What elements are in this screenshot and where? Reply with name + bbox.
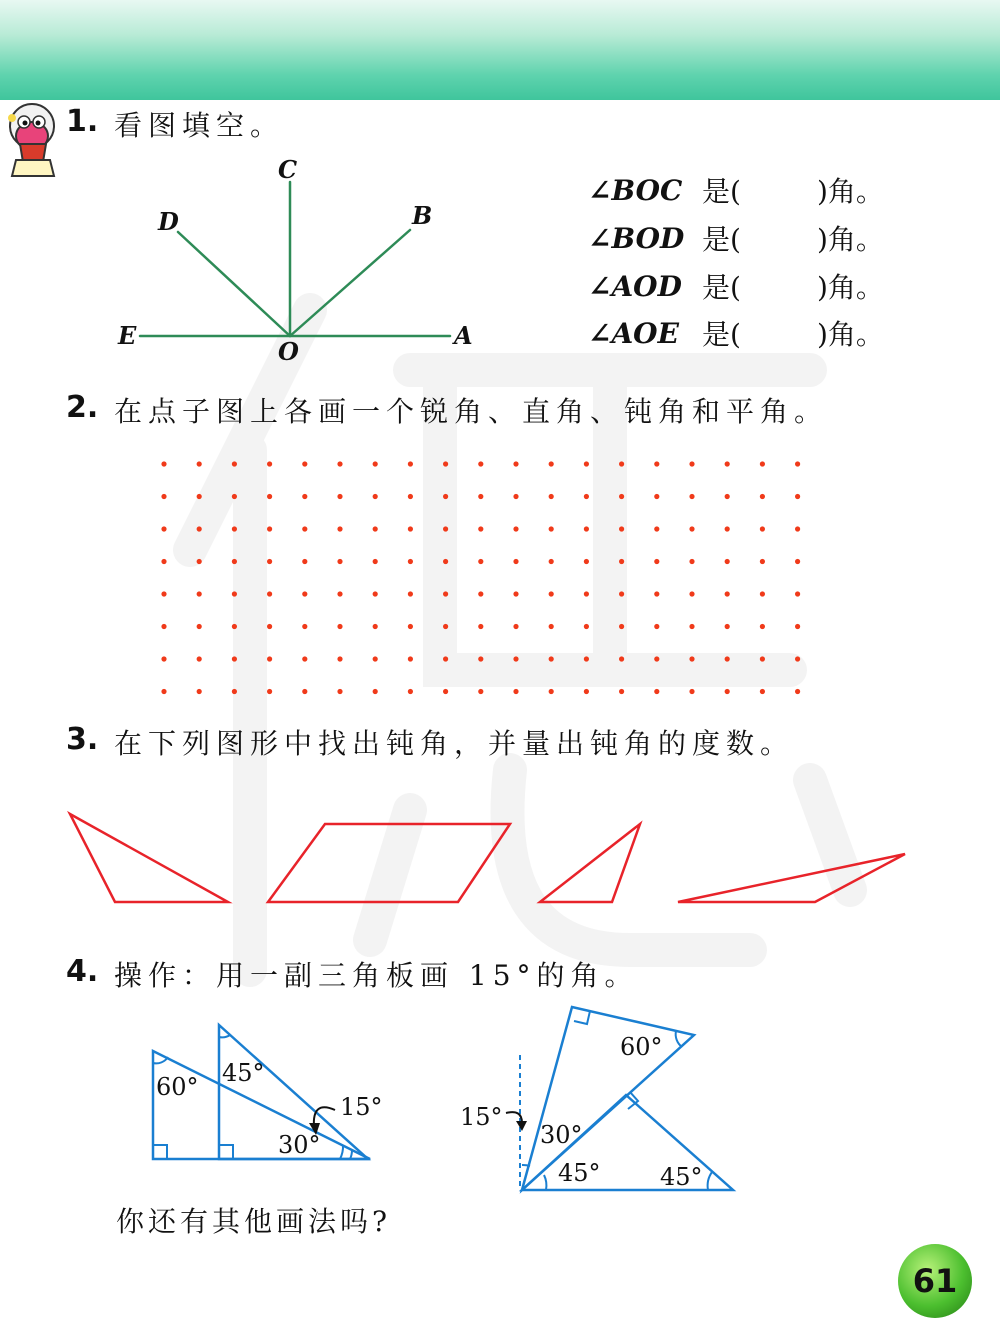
grid-dot[interactable]: [302, 494, 307, 499]
grid-dot[interactable]: [267, 526, 272, 531]
q1-item-3-tail: 是(: [702, 271, 741, 304]
grid-dot[interactable]: [584, 526, 589, 531]
grid-dot[interactable]: [584, 689, 589, 694]
grid-dot[interactable]: [584, 656, 589, 661]
grid-dot[interactable]: [302, 689, 307, 694]
grid-dot[interactable]: [478, 624, 483, 629]
grid-dot[interactable]: [302, 526, 307, 531]
grid-dot[interactable]: [478, 689, 483, 694]
grid-dot[interactable]: [689, 591, 694, 596]
grid-dot[interactable]: [654, 591, 659, 596]
q1-item-2-angle: ∠BOD: [588, 221, 685, 255]
grid-dot[interactable]: [408, 526, 413, 531]
q1-angle-diagram: [100, 150, 500, 370]
right-label-15: 15°: [460, 1103, 503, 1131]
grid-dot[interactable]: [619, 526, 624, 531]
q1-item-3-end: )角。: [816, 271, 884, 304]
q1-number: 1.: [66, 104, 99, 139]
grid-dot[interactable]: [513, 689, 518, 694]
grid-dot[interactable]: [513, 559, 518, 564]
grid-dot[interactable]: [654, 656, 659, 661]
grid-dot[interactable]: [443, 656, 448, 661]
grid-dot[interactable]: [619, 689, 624, 694]
grid-dot[interactable]: [232, 461, 237, 466]
grid-dot[interactable]: [513, 624, 518, 629]
grid-dot[interactable]: [478, 656, 483, 661]
q4-followup-question: 你还有其他画法吗?: [116, 1205, 392, 1238]
q1-item-1-tail: 是(: [702, 175, 741, 208]
grid-dot[interactable]: [408, 591, 413, 596]
grid-dot[interactable]: [689, 559, 694, 564]
grid-dot[interactable]: [443, 559, 448, 564]
q2-number: 2.: [66, 390, 99, 425]
grid-dot[interactable]: [654, 689, 659, 694]
grid-dot[interactable]: [197, 624, 202, 629]
grid-dot[interactable]: [795, 656, 800, 661]
grid-dot[interactable]: [689, 689, 694, 694]
left-label-60: 60°: [156, 1073, 199, 1101]
obtuse-triangle-2: [540, 824, 640, 902]
header-band: [0, 0, 1000, 100]
grid-dot[interactable]: [373, 624, 378, 629]
label-d: D: [158, 207, 179, 236]
grid-dot[interactable]: [197, 559, 202, 564]
grid-dot[interactable]: [232, 494, 237, 499]
grid-dot[interactable]: [373, 591, 378, 596]
grid-dot[interactable]: [408, 656, 413, 661]
grid-dot[interactable]: [760, 461, 765, 466]
grid-dot[interactable]: [478, 461, 483, 466]
grid-dot[interactable]: [408, 461, 413, 466]
grid-dot[interactable]: [795, 461, 800, 466]
parallelogram: [268, 824, 510, 902]
grid-dot[interactable]: [408, 494, 413, 499]
q1-instruction: 看图填空。: [114, 109, 285, 142]
grid-dot[interactable]: [443, 526, 448, 531]
grid-dot[interactable]: [689, 494, 694, 499]
grid-dot[interactable]: [408, 689, 413, 694]
grid-dot[interactable]: [584, 591, 589, 596]
grid-dot[interactable]: [760, 591, 765, 596]
grid-dot[interactable]: [337, 461, 342, 466]
q1-item-4: [588, 313, 884, 353]
grid-dot[interactable]: [337, 624, 342, 629]
grid-dot[interactable]: [302, 624, 307, 629]
grid-dot[interactable]: [549, 461, 554, 466]
grid-dot[interactable]: [232, 526, 237, 531]
grid-dot[interactable]: [337, 559, 342, 564]
grid-dot[interactable]: [161, 656, 166, 661]
q4-left-diagram: [140, 1015, 400, 1170]
grid-dot[interactable]: [408, 624, 413, 629]
q1-item-1-angle: ∠BOC: [588, 173, 683, 207]
grid-dot[interactable]: [161, 591, 166, 596]
grid-dot[interactable]: [267, 656, 272, 661]
grid-dot[interactable]: [689, 656, 694, 661]
grid-dot[interactable]: [478, 526, 483, 531]
grid-dot[interactable]: [795, 689, 800, 694]
grid-dot[interactable]: [443, 461, 448, 466]
grid-dot[interactable]: [478, 591, 483, 596]
q1-item-4-end: )角。: [816, 318, 884, 351]
dot-grid[interactable]: [150, 450, 820, 700]
left-label-45: 45°: [222, 1059, 265, 1087]
grid-dot[interactable]: [584, 494, 589, 499]
grid-dot[interactable]: [549, 656, 554, 661]
ray-ob: [290, 230, 410, 336]
label-b: B: [412, 201, 433, 230]
grid-dot[interactable]: [654, 559, 659, 564]
q1-item-2-tail: 是(: [702, 223, 741, 256]
grid-dot[interactable]: [161, 461, 166, 466]
grid-dot[interactable]: [161, 526, 166, 531]
q1-item-2: [588, 218, 884, 258]
q1-item-1-end: )角。: [816, 175, 884, 208]
right-label-45-right: 45°: [660, 1163, 703, 1191]
left-label-30: 30°: [278, 1131, 321, 1159]
q4-right-diagram: [450, 995, 750, 1195]
grid-dot[interactable]: [267, 591, 272, 596]
grid-dot[interactable]: [337, 591, 342, 596]
grid-dot[interactable]: [197, 526, 202, 531]
left-label-15: 15°: [340, 1093, 383, 1121]
grid-dot[interactable]: [302, 656, 307, 661]
grid-dot[interactable]: [619, 624, 624, 629]
right-label-30: 30°: [540, 1121, 583, 1149]
q1-item-4-angle: ∠AOE: [588, 316, 679, 350]
grid-dot[interactable]: [795, 494, 800, 499]
grid-dot[interactable]: [267, 494, 272, 499]
q1-item-3: [588, 266, 884, 306]
grid-dot[interactable]: [513, 526, 518, 531]
grid-dot[interactable]: [654, 624, 659, 629]
grid-dot[interactable]: [232, 689, 237, 694]
grid-dot[interactable]: [232, 656, 237, 661]
grid-dot[interactable]: [760, 494, 765, 499]
grid-dot[interactable]: [689, 526, 694, 531]
grid-dot[interactable]: [267, 689, 272, 694]
grid-dot[interactable]: [619, 494, 624, 499]
grid-dot[interactable]: [549, 494, 554, 499]
q1-item-2-end: )角。: [816, 223, 884, 256]
q3-shapes: [60, 800, 920, 920]
mascot-icon: [2, 98, 64, 184]
grid-dot[interactable]: [161, 559, 166, 564]
q1-item-1: [588, 170, 884, 210]
grid-dot[interactable]: [584, 624, 589, 629]
grid-dot[interactable]: [478, 559, 483, 564]
page-number: 61: [898, 1244, 972, 1318]
grid-dot[interactable]: [513, 656, 518, 661]
grid-dot[interactable]: [760, 656, 765, 661]
grid-dot[interactable]: [725, 624, 730, 629]
grid-dot[interactable]: [689, 624, 694, 629]
grid-dot[interactable]: [232, 559, 237, 564]
grid-dot[interactable]: [725, 591, 730, 596]
grid-dot[interactable]: [549, 624, 554, 629]
grid-dot[interactable]: [443, 591, 448, 596]
q2-instruction: 在点子图上各画一个锐角、直角、钝角和平角。: [114, 395, 829, 428]
grid-dot[interactable]: [513, 494, 518, 499]
grid-dot[interactable]: [232, 624, 237, 629]
label-o: O: [278, 337, 299, 366]
grid-dot[interactable]: [619, 656, 624, 661]
grid-dot[interactable]: [267, 624, 272, 629]
right-label-45-left: 45°: [558, 1159, 601, 1187]
q1-item-4-tail: 是(: [702, 318, 741, 351]
grid-dot[interactable]: [443, 624, 448, 629]
grid-dot[interactable]: [302, 461, 307, 466]
grid-dot[interactable]: [795, 526, 800, 531]
label-c: C: [278, 155, 298, 184]
grid-dot[interactable]: [549, 526, 554, 531]
grid-dot[interactable]: [619, 461, 624, 466]
grid-dot[interactable]: [373, 559, 378, 564]
grid-dot[interactable]: [795, 559, 800, 564]
grid-dot[interactable]: [654, 461, 659, 466]
label-e: E: [118, 321, 137, 350]
grid-dot[interactable]: [654, 494, 659, 499]
grid-dot[interactable]: [197, 494, 202, 499]
grid-dot[interactable]: [619, 591, 624, 596]
grid-dot[interactable]: [373, 494, 378, 499]
q4-number: 4.: [66, 954, 99, 989]
grid-dot[interactable]: [197, 656, 202, 661]
grid-dot[interactable]: [161, 624, 166, 629]
label-a: A: [454, 321, 473, 350]
grid-dot[interactable]: [584, 461, 589, 466]
grid-dot[interactable]: [337, 656, 342, 661]
grid-dot[interactable]: [513, 461, 518, 466]
grid-dot[interactable]: [619, 559, 624, 564]
right-label-60: 60°: [620, 1033, 663, 1061]
grid-dot[interactable]: [232, 591, 237, 596]
grid-dot[interactable]: [443, 689, 448, 694]
grid-dot[interactable]: [725, 494, 730, 499]
grid-dot[interactable]: [408, 559, 413, 564]
grid-dot[interactable]: [795, 591, 800, 596]
obtuse-triangle-3: [678, 854, 905, 902]
q1-item-3-angle: ∠AOD: [588, 269, 682, 303]
grid-dot[interactable]: [337, 689, 342, 694]
grid-dot[interactable]: [584, 559, 589, 564]
grid-dot[interactable]: [795, 624, 800, 629]
grid-dot[interactable]: [725, 656, 730, 661]
grid-dot[interactable]: [197, 689, 202, 694]
grid-dot[interactable]: [760, 559, 765, 564]
grid-dot[interactable]: [513, 591, 518, 596]
grid-dot[interactable]: [725, 559, 730, 564]
grid-dot[interactable]: [373, 526, 378, 531]
grid-dot[interactable]: [443, 494, 448, 499]
grid-dot[interactable]: [337, 494, 342, 499]
grid-dot[interactable]: [337, 526, 342, 531]
grid-dot[interactable]: [549, 559, 554, 564]
grid-dot[interactable]: [760, 689, 765, 694]
grid-dot[interactable]: [689, 461, 694, 466]
grid-dot[interactable]: [302, 559, 307, 564]
grid-dot[interactable]: [267, 559, 272, 564]
grid-dot[interactable]: [760, 624, 765, 629]
grid-dot[interactable]: [197, 591, 202, 596]
grid-dot[interactable]: [302, 591, 307, 596]
grid-dot[interactable]: [373, 656, 378, 661]
ray-od: [178, 232, 290, 336]
grid-dot[interactable]: [549, 689, 554, 694]
q3-number: 3.: [66, 722, 99, 757]
grid-dot[interactable]: [549, 591, 554, 596]
obtuse-triangle-1: [70, 814, 228, 902]
grid-dot[interactable]: [373, 461, 378, 466]
grid-dot[interactable]: [654, 526, 659, 531]
grid-dot[interactable]: [725, 461, 730, 466]
grid-dot[interactable]: [725, 689, 730, 694]
grid-dot[interactable]: [760, 526, 765, 531]
grid-dot[interactable]: [478, 494, 483, 499]
grid-dot[interactable]: [267, 461, 272, 466]
grid-dot[interactable]: [197, 461, 202, 466]
grid-dot[interactable]: [373, 689, 378, 694]
q3-instruction: 在下列图形中找出钝角，并量出钝角的度数。: [114, 727, 795, 760]
grid-dot[interactable]: [725, 526, 730, 531]
grid-dot[interactable]: [161, 689, 166, 694]
q4-instruction: 操作：用一副三角板画 15°的角。: [114, 959, 639, 992]
grid-dot[interactable]: [161, 494, 166, 499]
